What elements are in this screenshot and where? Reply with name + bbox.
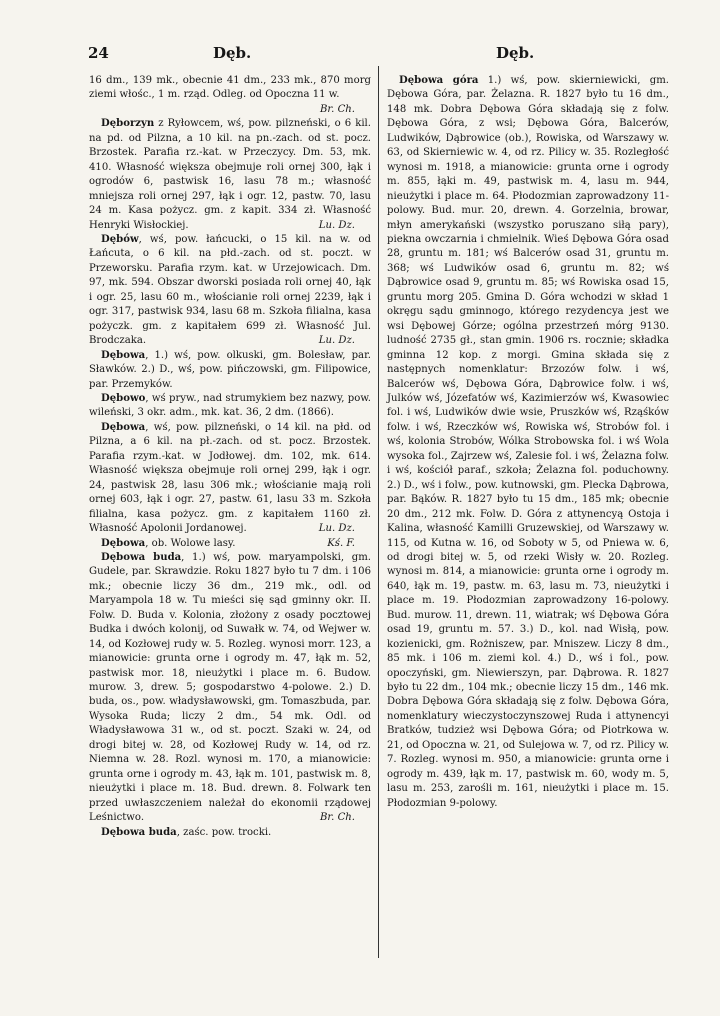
left-column bbox=[89, 74, 371, 840]
running-head-right: Dęb. bbox=[496, 44, 535, 62]
dictionary-entry bbox=[89, 826, 371, 840]
entry-headword: Dębowa bbox=[101, 349, 146, 361]
dictionary-entry bbox=[89, 74, 371, 115]
entry-signature: Lu. Dz. bbox=[318, 219, 355, 231]
entry-text: 16 dm., 139 mk., obecnie 41 dm., 233 mk., 870 morg ziemi włośc., 1 m. rząd. Odleg. od Opoczna 11 w. bbox=[89, 75, 371, 101]
entry-signature: Lu. Dz. bbox=[318, 523, 355, 535]
dictionary-entry bbox=[89, 233, 371, 349]
entry-signature: Br. Ch. bbox=[320, 812, 355, 824]
entry-headword: Dębowa bbox=[101, 537, 146, 549]
entry-text: , wś, pow. pilzneński, o 14 kil. na płd. od Pilzna, a 6 kil. na pł.-zach. od st. pocz. Brzostek. Parafia rzym.-kat. w Jodłowej. dm. 102, mk. 614. Własność większa obejmuje roli ornej 299, łąk i ogr. 24, pastwisk 28, lasu 306 mk.; włościanie mają roli ornej 603, łąk i ogr. 27, pastw. 61, lasu 33 m. Szkoła filialna, kasa pożycz. gm. z kapitałem 1160 zł. Własność Apolonii Jordanowej. bbox=[89, 421, 371, 535]
right-column bbox=[387, 74, 669, 811]
entry-text: 1.) wś, pow. skierniewicki, gm. Dębowa Góra, par. Żelazna. R. 1827 było tu 16 dm., 148 mk. Dobra Dębowa Góra składają się z folw. Dębowa Góra, z wsi; Dębowa Góra, Balcerów, Ludwików, Dąbrowice (ob.), Rowiska, od Warszawy w. 63, od Skierniewic w. 4, od rz. Pilicy w. 35. Rozległość wynosi m. 1918, a mianowicie: grunta orne i ogrody m. 855, łąki m. 49, pastwisk m. 4, lasu m. 944, nieużytki i place m. 64. Płodozmian zaprowadzony 11-polowy. Bud. mur. 20, drewn. 4. Gorzelnia, browar, młyn amerykański (wszystko poruszano siłą pary), piekna owczarnia i chmielnik. Wieś Dębowa Góra osad 28, gruntu m. 181; wś Balcerów osad 31, gruntu m. 368; wś Ludwików osad 6, gruntu m. 82; wś Dąbrowice osad 9, gruntu m. 85; wś Rowiska osad 15, gruntu morg 205. Gmina D. Góra wchodzi w skład 1 okręgu sądu gminnogo, którego rezydencya jest we wsi Dębowej Górze; ogólna przestrzeń mórg 9130. ludność 2735 gł., stan gmin. 1906 rs. rocznie; składka gminna 12 kop. z morgi. Gmina składa się z następnych nomenklatur: Brzozów folw. i wś, Balcerów wś, Dębowa Góra, Dąbrowice folw. i wś, Julków wś, Józefatów wś, Kazimierzów wś, Kwasowiec fol. i wś, Ludwików dwie wsie, Pruszków wś, Rząśków folw. i wś, Rzeczków wś, Rowiska wś, Strobów fol. i wś, kolonia Strobów, Wólka Strobowska fol. i wś Wola wysoka fol., Zajrzew wś, Zalesie fol. i wś, Żelazna folw. i wś, kościół paraf., szkoła; Żelazna fol. poduchowny. 2.) D., wś i folw., pow. kutnowski, gm. Plecka Dąbrowa, par. Bąków. R. 1827 było tu 15 dm., 185 mk; obecnie 20 dm., 212 mk. Folw. D. Góra z attynencyą Ostoja i Kalina, własność Kamilli Gruzewskiej, od Warszawy w. 115, od Kutna w. 16, od Soboty w 5, od Pniewa w. 6, od drogi bitej w. 5, od rzeki Wisły w. 20. Rozleg. wynosi m. 814, a mianowicie: grunta orne i ogrody m. 640, łąk m. 19, pastw. m. 63, lasu m. 73, nieużytki i place m. 19. Płodozmian zaprowadzony 16-polowy. Bud. murow. 11, drewn. 11, wiatrak; wś Dębowa Góra osad 19, gruntu m. 57. 3.) D., kol. nad Wisłą, pow. kozienicki, gm. Rożniszew, par. Mniszew. Liczy 8 dm., 85 mk. i 106 m. ziemi kol. 4.) D., wś i fol., pow. opoczyński, gm. Niewierszyn, par. Dąbrowa. R. 1827 było tu 22 dm., 104 mk.; obecnie liczy 15 dm., 146 mk. Dobra Dębowa Góra składają się z folw. Dębowa Góra, nomenklatury wieczystoczynszowej Ruda i attynencyi Bratków, tudzież wsi Dębowa Góra; od Piotrkowa w. 21, od Opoczna w. 21, od Sulejowa w. 7, od rz. Pilicy w. 7. Rozleg. wynosi m. 950, a mianowicie: grunta orne i ogrody m. 439, łąk m. 17, pastwisk m. 60, wody m. 5, lasu m. 253, zarośli m. 161, nieużytki i place m. 15. Płodozmian 9-polowy. bbox=[387, 75, 669, 809]
dictionary-entry bbox=[89, 392, 371, 421]
page-number: 24 bbox=[88, 44, 109, 62]
dictionary-entry bbox=[89, 537, 371, 551]
entry-text: z Ryłowcem, wś, pow. pilzneński, o 6 kil. na pd. od Pilzna, a 10 kil. na pn.-zach. od st. pocz. Brzostek. Parafia rz.-kat. w Przeczycy. Dm. 53, mk. 410. Własność większa obejmuje roli ornej 300, łąk i ogrodów 6, pastwisk 16, lasu 78 m.; własność mniejsza roli ornej 297, łąk i ogr. 12, pastw. 70, lasu 24 m. Kasa pożycz. gm. z kapit. 334 zł. Własność Henryki Wisłockiej. bbox=[89, 118, 371, 231]
entry-text: , wś, pow. łańcucki, o 15 kil. na w. od Łańcuta, o 6 kil. na płd.-zach. od st. poczt. w Przeworsku. Parafia rzym. kat. w Urzejowicach. Dm. 97, mk. 594. Obszar dworski posiada roli ornej 40, łąk i ogr. 25, lasu 60 m., włościanie roli ornej 2239, łąk i ogr. 317, pastwisk 934, lasu 68 m. Szkoła filialna, kasa pożyczk. gm. z kapitałem 699 zł. Własność Jul. Brodczaka. bbox=[89, 233, 371, 347]
entry-signature: Kś. F. bbox=[327, 537, 355, 549]
entry-signature: Br. Ch. bbox=[320, 103, 355, 115]
entry-headword: Dębowa góra bbox=[399, 75, 479, 86]
entry-headword: Dęborzyn bbox=[101, 118, 155, 130]
entry-signature: Lu. Dz. bbox=[318, 335, 355, 347]
entry-headword: Dębów bbox=[101, 233, 139, 245]
entry-text: , 1.) wś, pow. olkuski, gm. Bolesław, par. Sławków. 2.) D., wś, pow. pińczowski, gm. Filipowice, par. Przemyków. bbox=[89, 349, 371, 390]
entry-text: , wś pryw., nad strumykiem bez nazwy, pow. wileński, 3 okr. adm., mk. kat. 36, 2 dm. (1866). bbox=[89, 392, 371, 419]
column-divider bbox=[378, 66, 379, 958]
dictionary-entry bbox=[89, 117, 371, 233]
dictionary-entry bbox=[89, 551, 371, 826]
dictionary-entry bbox=[387, 74, 669, 811]
entry-headword: Dębowa buda bbox=[101, 551, 182, 563]
entry-headword: Dębowo bbox=[101, 392, 146, 404]
entry-text: , 1.) wś, pow. maryampolski, gm. Gudele, par. Skrawdzie. Roku 1827 było tu 7 dm. i 106 mk.; obecnie liczy 36 dm., 219 mk., odl. od Maryampola 18 w. Tu mieści się sąd gminny okr. II. Folw. D. Buda v. Kolonia, złożony z osady pocztowej Budka i dwóch kolonij, od Suwałk w. 74, od Wejwer w. 14, od Kozłowej rudy w. 5. Rozleg. wynosi morr. 123, a mianowicie: grunta orne i ogrody m. 47, łąk m. 52, pastwisk mor. 18, nieużytki i place m. 6. Budow. murow. 3, drew. 5; gospodarstwo 4-polowe. 2.) D. buda, os., pow. władysławowski, gm. Tomaszbuda, par. Wysoka Ruda; liczy 2 dm., 54 mk. Odl. od Władysławowa 31 w., od st. poczt. Szaki w. 24, od drogi bitej w. 28, od Kozłowej Rudy w. 14, od rz. Niemna w. 28. Rozl. wynosi m. 170, a mianowicie: grunta orne i ogrody m. 43, łąk m. 101, pastwisk m. 8, nieużytki i place m. 18. Bud. drewn. 8. Folwark ten przed uwłaszczeniem należał do ekonomii rządowej Leśnictwo. bbox=[89, 551, 371, 824]
entry-text: , zaśc. pow. trocki. bbox=[176, 826, 272, 838]
entry-headword: Dębowa bbox=[101, 421, 146, 433]
entry-text: , ob. Wolowe lasy. bbox=[145, 537, 236, 549]
dictionary-entry bbox=[89, 349, 371, 392]
dictionary-entry bbox=[89, 421, 371, 537]
entry-headword: Dębowa buda bbox=[101, 826, 177, 838]
running-head-left: Dęb. bbox=[213, 44, 252, 62]
